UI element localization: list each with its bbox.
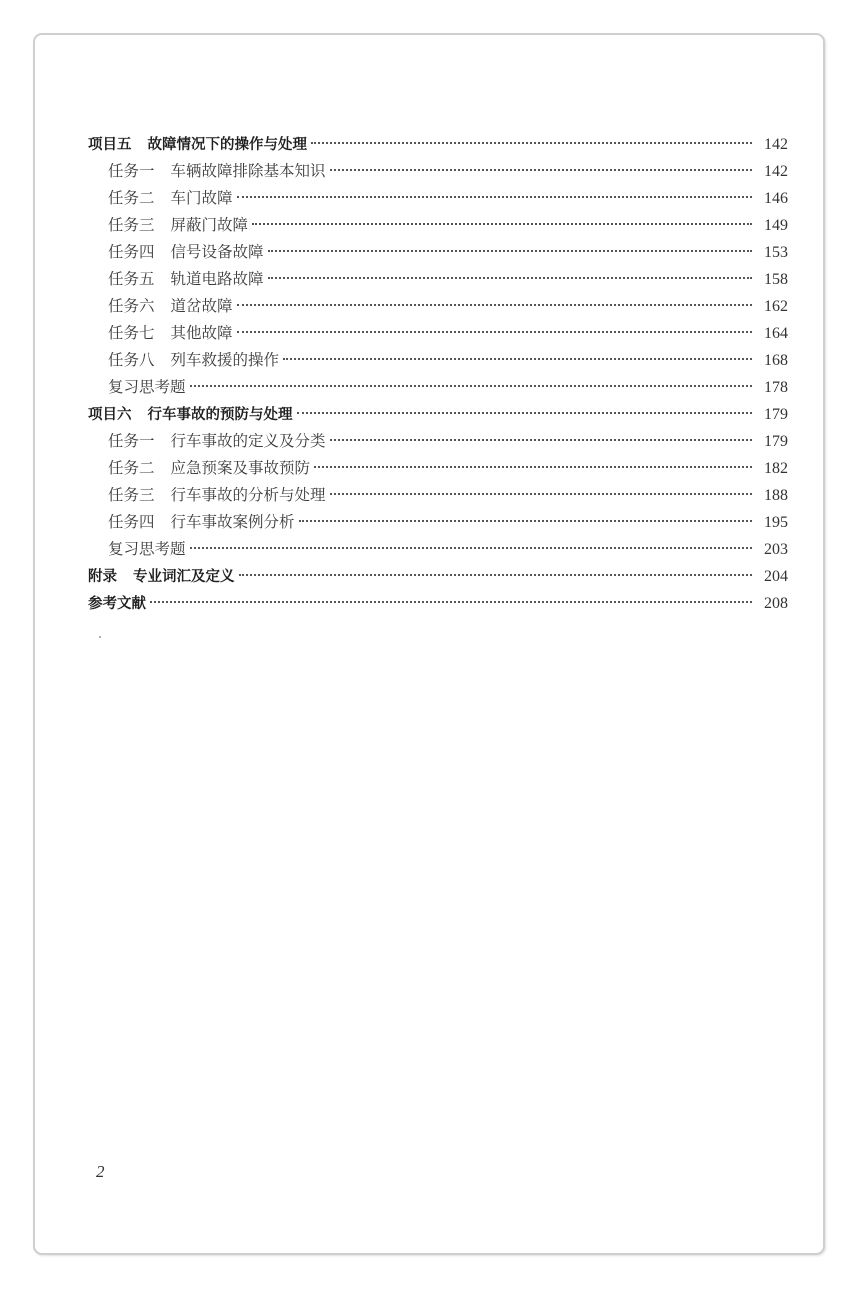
- toc-entry-prefix: 任务二: [108, 189, 155, 207]
- toc-entry-page: 149: [764, 217, 788, 234]
- toc-entry-title: 轨道电路故障: [170, 270, 264, 288]
- toc-entry-page: 158: [764, 271, 788, 288]
- toc-entry-prefix: 任务三: [108, 216, 155, 234]
- toc-entry-prefix: 项目五: [88, 137, 132, 153]
- toc-entry[interactable]: [88, 428, 788, 455]
- dot-leader: [190, 385, 752, 387]
- toc-entry-prefix: 任务三: [108, 486, 155, 504]
- toc-entry-page: 208: [764, 595, 788, 612]
- toc-entry-prefix: 任务六: [108, 297, 155, 315]
- dot-leader: [330, 493, 752, 495]
- toc-entry-page: 179: [764, 433, 788, 450]
- dot-leader: [314, 466, 752, 468]
- toc-entry-prefix: 任务四: [108, 513, 155, 531]
- toc-entry[interactable]: [88, 455, 788, 482]
- toc-entry-prefix: 附录: [88, 569, 117, 585]
- toc-entry[interactable]: [88, 401, 788, 428]
- dot-leader: [268, 250, 752, 252]
- toc-entry-title: 复习思考题: [108, 540, 186, 558]
- page-number: 2: [96, 1162, 105, 1181]
- toc-entry[interactable]: [88, 320, 788, 347]
- toc-entry-page: 168: [764, 352, 788, 369]
- toc-entry[interactable]: [88, 185, 788, 212]
- scan-speck: [99, 636, 101, 638]
- toc-entry-title: 屏蔽门故障: [170, 216, 249, 234]
- toc-entry[interactable]: [88, 347, 788, 374]
- toc-entry-page: 182: [764, 460, 788, 477]
- toc-entry[interactable]: [88, 239, 788, 266]
- dot-leader: [299, 520, 752, 522]
- toc-entry-title: 行车事故案例分析: [170, 513, 295, 531]
- toc-entry-prefix: 项目六: [88, 407, 132, 423]
- toc-entry[interactable]: [88, 131, 788, 158]
- toc-entry[interactable]: [88, 563, 788, 590]
- toc-entry[interactable]: [88, 212, 788, 239]
- toc-entry-prefix: 任务四: [108, 243, 155, 261]
- dot-leader: [190, 547, 752, 549]
- toc-entry[interactable]: [88, 158, 788, 185]
- toc-entry[interactable]: [88, 536, 788, 563]
- toc-entry-page: 179: [764, 406, 788, 423]
- toc-entry-title: 参考文献: [88, 596, 146, 612]
- toc-entry-title: 行车事故的预防与处理: [147, 407, 293, 423]
- toc-entry-prefix: 任务一: [108, 162, 155, 180]
- toc-entry-title: 列车救援的操作: [170, 351, 280, 369]
- toc-entry-prefix: 任务七: [108, 324, 155, 342]
- toc-entry-title: 专业词汇及定义: [133, 569, 235, 585]
- dot-leader: [311, 142, 752, 144]
- toc-entry-page: 142: [764, 163, 788, 180]
- table-of-contents: [88, 131, 788, 617]
- toc-entry-title: 车辆故障排除基本知识: [170, 162, 326, 180]
- dot-leader: [297, 412, 753, 414]
- toc-entry-page: 203: [764, 541, 788, 558]
- toc-entry-prefix: 任务一: [108, 432, 155, 450]
- toc-entry-title: 道岔故障: [170, 297, 233, 315]
- dot-leader: [237, 304, 752, 306]
- toc-entry-prefix: 任务八: [108, 351, 155, 369]
- dot-leader: [239, 574, 753, 576]
- toc-entry-title: 故障情况下的操作与处理: [147, 137, 307, 153]
- toc-entry-page: 178: [764, 379, 788, 396]
- dot-leader: [237, 196, 752, 198]
- toc-entry-prefix: 任务五: [108, 270, 155, 288]
- toc-entry-page: 188: [764, 487, 788, 504]
- toc-entry-page: 164: [764, 325, 788, 342]
- toc-entry[interactable]: [88, 266, 788, 293]
- dot-leader: [150, 601, 752, 603]
- dot-leader: [330, 169, 752, 171]
- dot-leader: [330, 439, 752, 441]
- toc-entry-page: 153: [764, 244, 788, 261]
- toc-entry-title: 信号设备故障: [170, 243, 264, 261]
- dot-leader: [237, 331, 752, 333]
- toc-entry-page: 204: [764, 568, 788, 585]
- toc-entry-prefix: 任务二: [108, 459, 155, 477]
- toc-entry[interactable]: [88, 482, 788, 509]
- toc-entry-title: 行车事故的分析与处理: [170, 486, 326, 504]
- dot-leader: [268, 277, 752, 279]
- dot-leader: [252, 223, 752, 225]
- toc-entry-page: 142: [764, 136, 788, 153]
- toc-entry-page: 146: [764, 190, 788, 207]
- toc-entry-page: 162: [764, 298, 788, 315]
- toc-entry-title: 行车事故的定义及分类: [170, 432, 326, 450]
- toc-entry-page: 195: [764, 514, 788, 531]
- toc-entry[interactable]: [88, 590, 788, 617]
- toc-entry-title: 复习思考题: [108, 378, 186, 396]
- toc-entry[interactable]: [88, 509, 788, 536]
- toc-entry-title: 车门故障: [170, 189, 233, 207]
- toc-entry-title: 应急预案及事故预防: [170, 459, 311, 477]
- toc-entry[interactable]: [88, 374, 788, 401]
- toc-entry-title: 其他故障: [170, 324, 233, 342]
- dot-leader: [283, 358, 752, 360]
- toc-entry[interactable]: [88, 293, 788, 320]
